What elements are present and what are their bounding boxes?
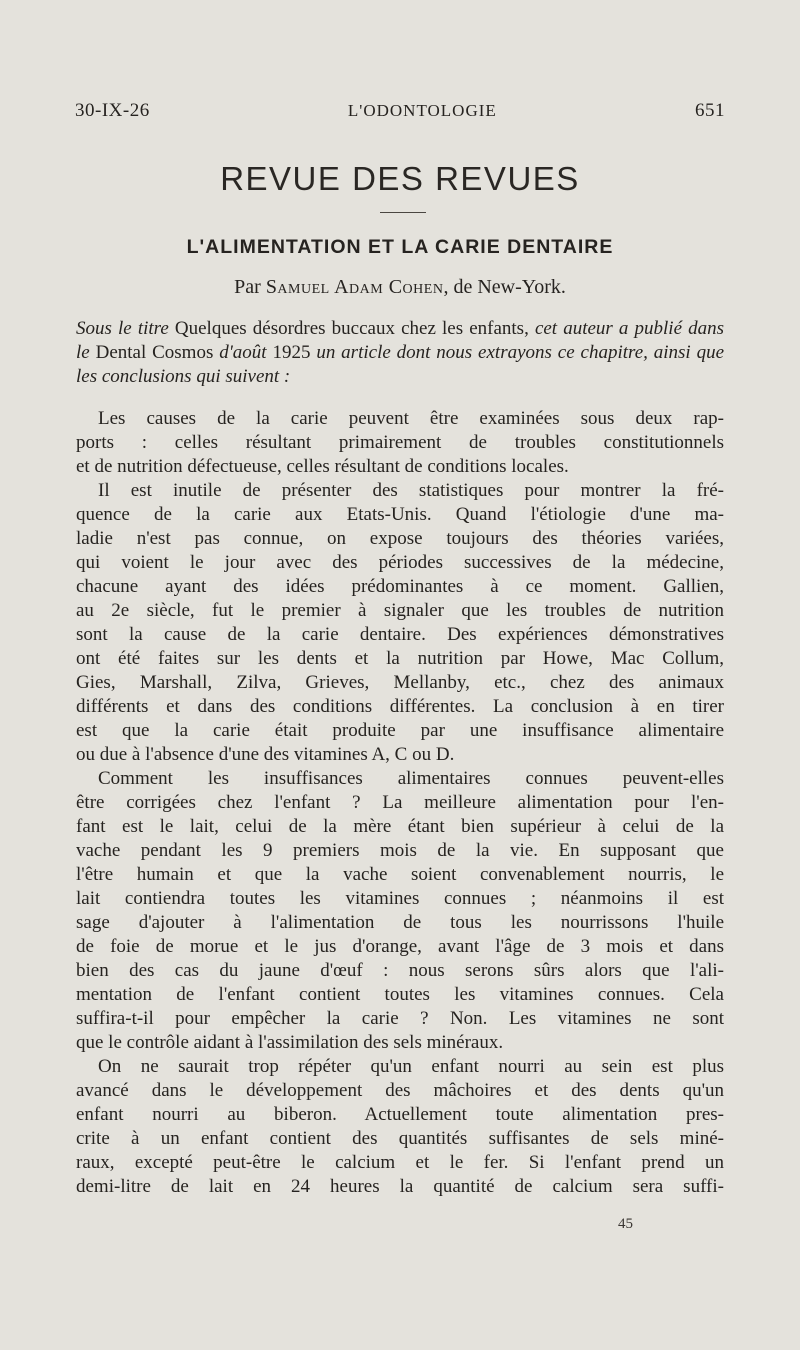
- body-line: bien des cas du jaune d'œuf : nous serons sûrs alors que l'ali-: [76, 960, 724, 981]
- header-journal: L'ODONTOLOGIE: [347, 101, 497, 120]
- article-title: L'ALIMENTATION ET LA CARIE DENTAIRE: [186, 236, 614, 258]
- body-line: différents et dans des conditions différentes. La conclusion à en tirer: [76, 696, 724, 717]
- intro-upright-1: Quelques désordres buccaux chez les enfants,: [174, 318, 535, 339]
- body-line: avancé dans le développement des mâchoires et des dents qu'un: [76, 1080, 724, 1101]
- body-line: ladie n'est pas connue, on expose toujours des théories variées,: [76, 528, 724, 549]
- body-line: sage d'ajouter à l'alimentation de tous les nourrissons l'huile: [76, 912, 724, 933]
- intro-upright-2: Dental Cosmos: [95, 342, 220, 363]
- byline-suffix: , de New-York.: [443, 276, 566, 298]
- body-line: être corrigées chez l'enfant ? La meilleure alimentation pour l'en-: [76, 792, 724, 813]
- body-line: et de nutrition défectueuse, celles résultant de conditions locales.: [76, 456, 569, 477]
- body-line: Il est inutile de présenter des statistiques pour montrer la fré-: [98, 480, 724, 501]
- title-divider: [380, 212, 426, 213]
- header-page-number: 651: [694, 100, 725, 121]
- body-line: fant est le lait, celui de la mère étant bien supérieur à celui de la: [76, 816, 724, 837]
- body-line: raux, excepté peut-être le calcium et le fer. Si l'enfant prend un: [76, 1152, 724, 1173]
- body-line: mentation de l'enfant contient toutes les vitamines connues. Cela: [76, 984, 724, 1005]
- body-line: quence de la carie aux Etats-Unis. Quand l'étiologie d'une ma-: [76, 504, 724, 525]
- body-line: demi-litre de lait en 24 heures la quantité de calcium sera suffi-: [76, 1176, 724, 1197]
- body-line: est que la carie était produite par une insuffisance alimentaire: [76, 720, 724, 741]
- body-line: sont la cause de la carie dentaire. Des expériences démonstratives: [76, 624, 724, 645]
- page-title: REVUE DES REVUES: [220, 160, 580, 197]
- body-line: au 2e siècle, fut le premier à signaler que les troubles de nutrition: [76, 600, 724, 621]
- body-line: On ne saurait trop répéter qu'un enfant nourri au sein est plus: [98, 1056, 724, 1077]
- byline-author: Samuel Adam Cohen: [265, 276, 444, 298]
- intro-italic-3: d'août: [219, 342, 273, 363]
- signature-mark: 45: [618, 1216, 633, 1232]
- body-line: que le contrôle aidant à l'assimilation des sels minéraux.: [76, 1032, 504, 1053]
- body-line: chacune ayant des idées prédominantes à ce moment. Gallien,: [76, 576, 724, 597]
- article-body: [76, 407, 724, 1199]
- body-line: crite à un enfant contient des quantités suffisantes de sels miné-: [76, 1128, 724, 1149]
- intro-upright-3: 1925: [272, 342, 317, 363]
- body-line: Comment les insuffisances alimentaires connues peuvent-elles: [98, 768, 724, 789]
- byline-prefix: Par: [234, 276, 266, 298]
- body-line: l'être humain et que la vache soient convenablement nourris, le: [76, 864, 724, 885]
- body-line: qui voient le jour avec des périodes successives de la médecine,: [76, 552, 724, 573]
- body-line: Les causes de la carie peuvent être examinées sous deux rap-: [98, 408, 724, 429]
- intro-paragraph: [76, 317, 724, 389]
- body-line: Gies, Marshall, Zilva, Grieves, Mellanby, etc., chez des animaux: [76, 672, 724, 693]
- intro-italic-2: cet auteur a publié dans le: [76, 318, 725, 363]
- body-line: ports : celles résultant primairement de troubles constitutionnels: [76, 432, 724, 453]
- body-line: lait contiendra toutes les vitamines connues ; néanmoins il est: [76, 888, 724, 909]
- body-line: de foie de morue et le jus d'orange, avant l'âge de 3 mois et dans: [76, 936, 724, 957]
- header-date: 30-IX-26: [75, 100, 150, 121]
- body-line: vache pendant les 9 premiers mois de la vie. En supposant que: [76, 840, 724, 861]
- body-line: enfant nourri au biberon. Actuellement toute alimentation pres-: [76, 1104, 724, 1125]
- body-line: ont été faites sur les dents et la nutrition par Howe, Mac Collum,: [76, 648, 724, 669]
- body-line: suffira-t-il pour empêcher la carie ? Non. Les vitamines ne sont: [76, 1008, 724, 1029]
- byline: [0, 276, 800, 299]
- intro-italic-1: Sous le titre: [76, 318, 175, 339]
- running-head: [75, 100, 725, 122]
- intro-italic-4: un article dont nous extrayons ce chapitre, ainsi que les conclusions qui suivent :: [76, 342, 725, 387]
- body-line: ou due à l'absence d'une des vitamines A, C ou D.: [76, 744, 455, 765]
